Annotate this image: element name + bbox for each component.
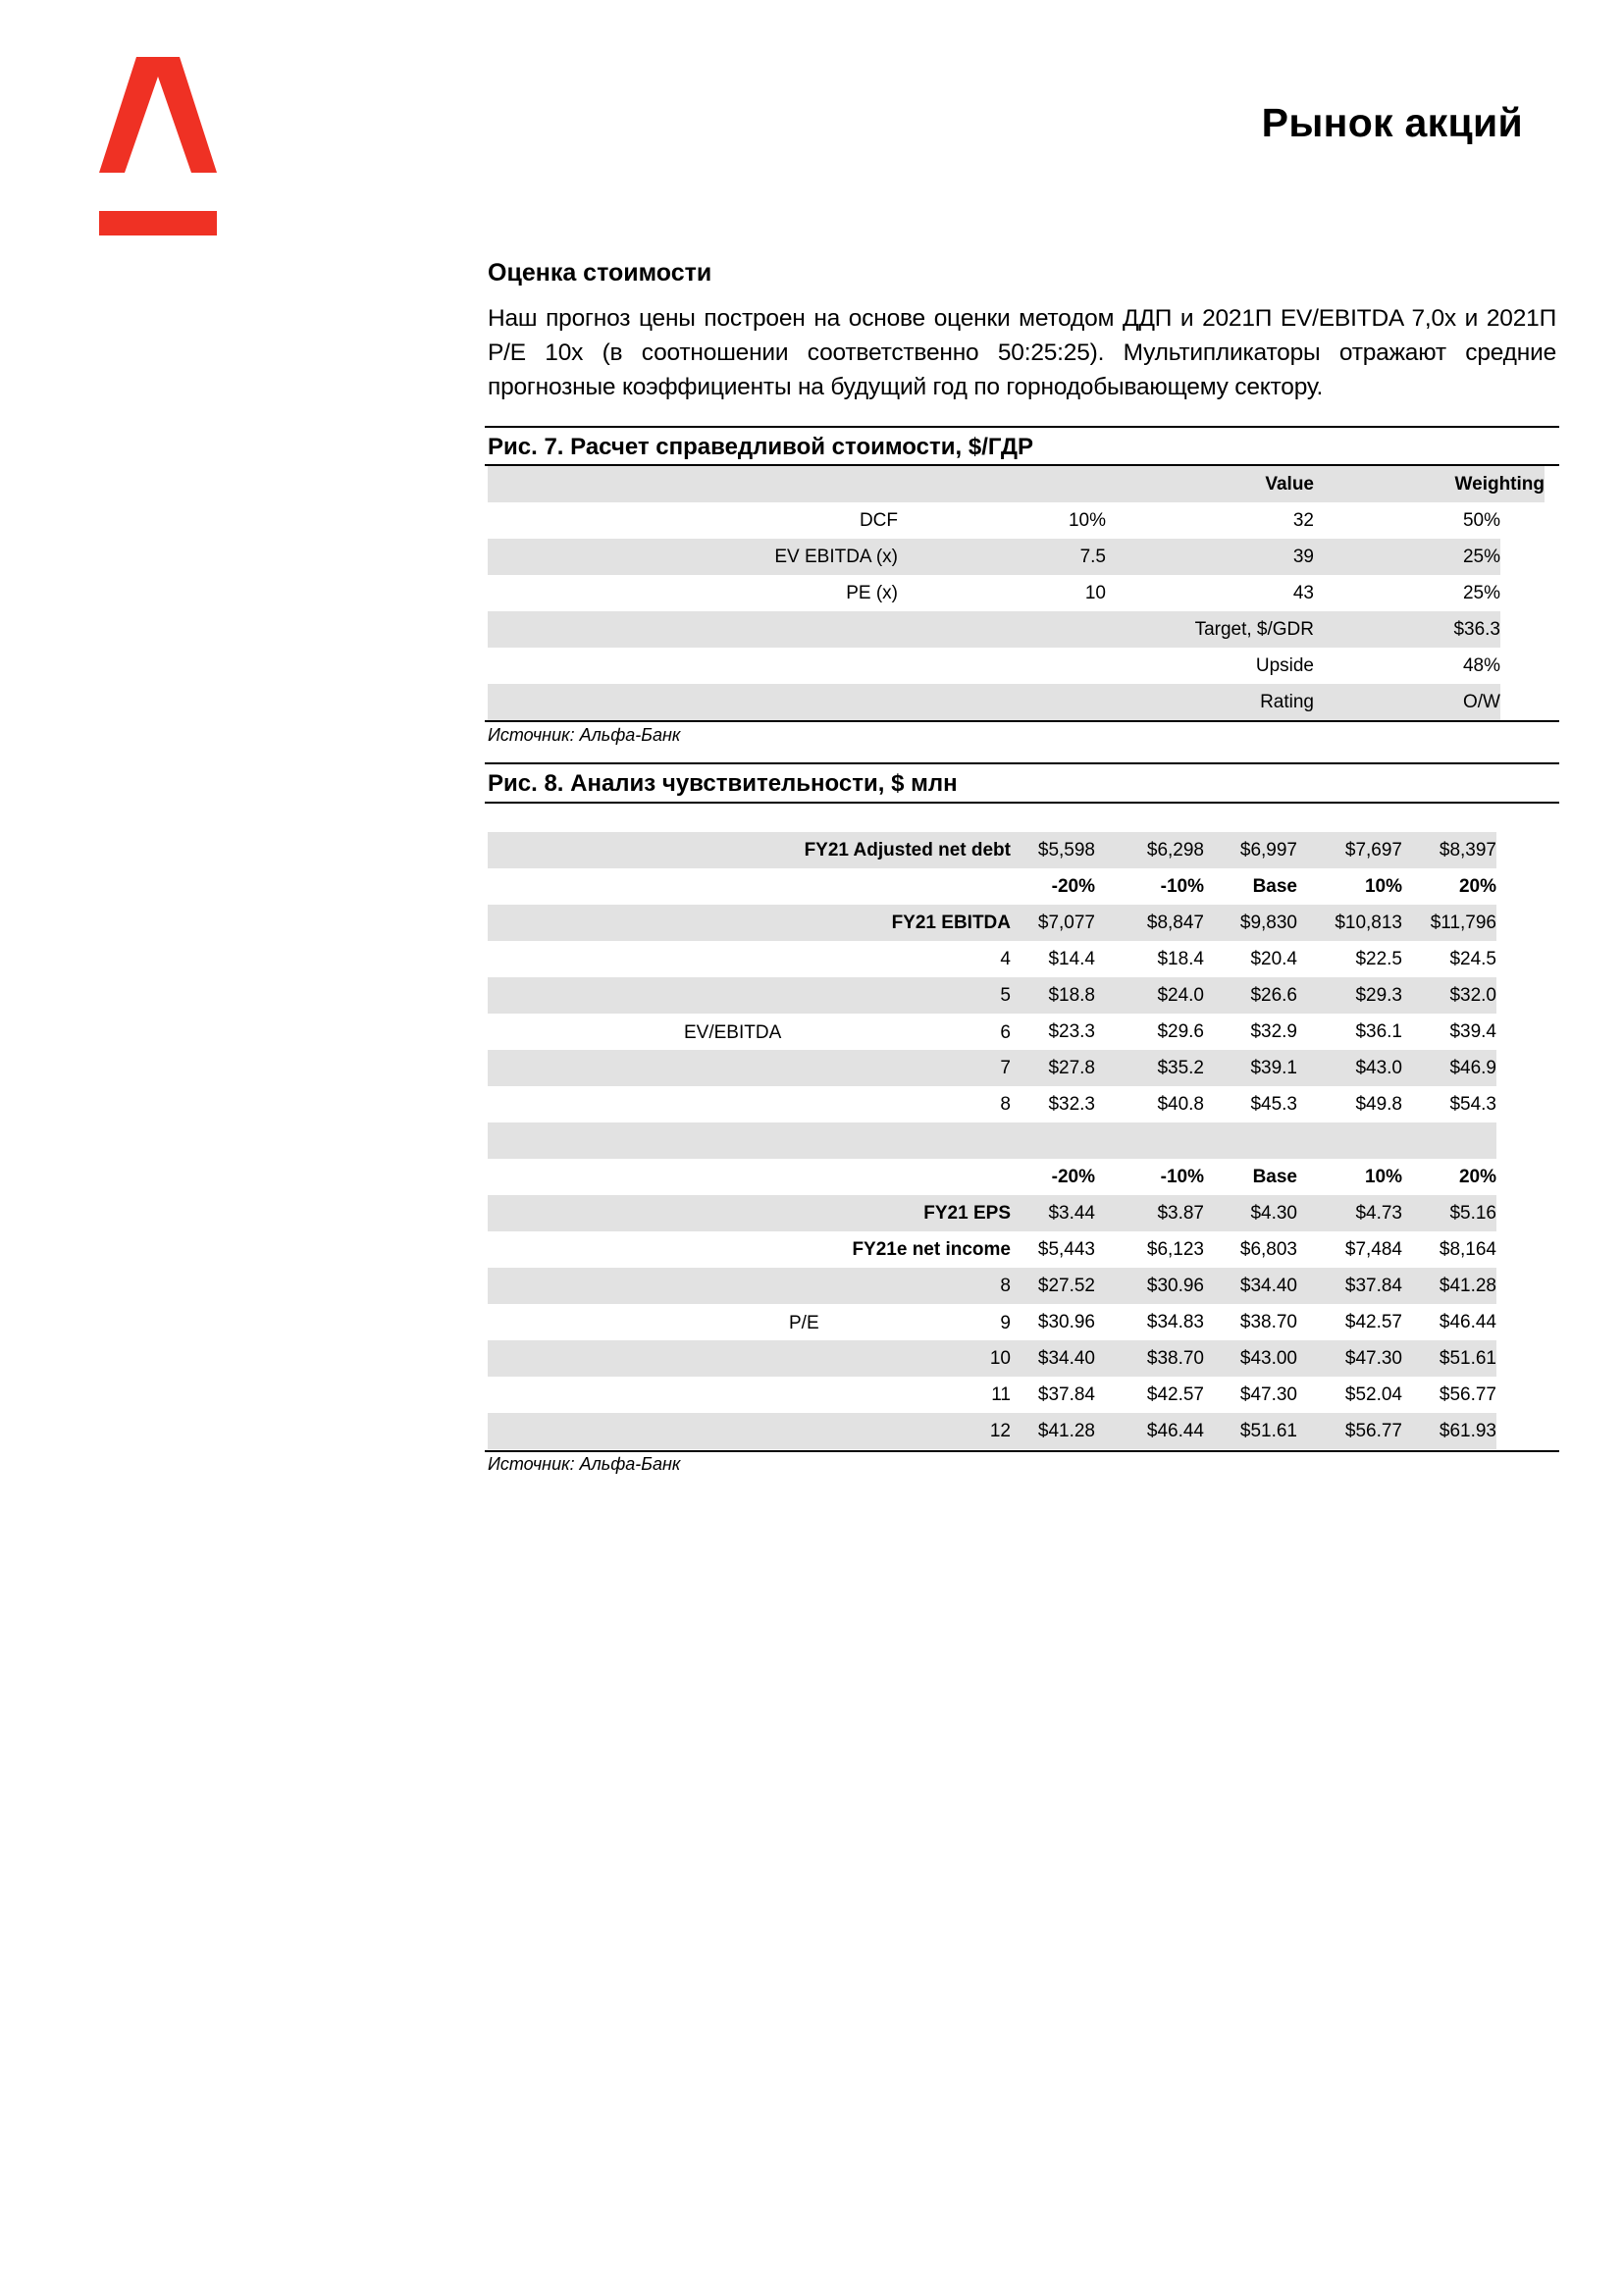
fig8-scenario: 10% [1364, 875, 1402, 897]
fig7-summary-value: O/W [1314, 684, 1500, 720]
fig7-row-value: 32 [1292, 509, 1314, 531]
fig8-scenario-row [488, 868, 1496, 905]
fig8-cell: $4.73 [1297, 1195, 1402, 1231]
fig8-cell: $43.0 [1297, 1050, 1402, 1086]
fig8-cell: $32.9 [1250, 1020, 1297, 1042]
fig8-netincome-label: FY21e net income [852, 1238, 1011, 1260]
fig8-cell: $22.5 [1355, 948, 1402, 969]
fig7-summary-label: Rating [1106, 684, 1314, 720]
fig8-multiple: 9 [1000, 1313, 1011, 1333]
fig8-ebitda-label: FY21 EBITDA [684, 905, 1011, 941]
fig8-cell: $54.3 [1449, 1093, 1496, 1115]
fig8-cell: $51.61 [1204, 1413, 1297, 1449]
fig8-cell: $7,077 [1011, 905, 1095, 941]
fig8-ebitda-row [488, 905, 1496, 941]
fig8-debt-row [488, 832, 1496, 868]
fig8-cell: $32.3 [1048, 1093, 1095, 1115]
fig8-bottom-rule [485, 1450, 1559, 1452]
fig8-multiple: 7 [684, 1050, 1011, 1086]
fig8-cell: $8,397 [1402, 832, 1496, 868]
fig8-cell: $14.4 [1048, 948, 1095, 969]
fig8-multiple: 12 [684, 1413, 1011, 1449]
fig8-cell: $39.4 [1449, 1020, 1496, 1042]
fig8-cell: $40.8 [1157, 1093, 1204, 1115]
fig7-header-value: Value [1106, 466, 1314, 502]
fig8-pe-row [488, 1377, 1496, 1413]
fig8-eps-row [488, 1195, 1496, 1231]
fig8-cell: $29.6 [1157, 1020, 1204, 1042]
fig8-cell: $29.3 [1297, 977, 1402, 1014]
fig8-multiple: 8 [1000, 1093, 1011, 1115]
fig8-multiple: 11 [991, 1383, 1011, 1405]
fig8-cell: $37.84 [1037, 1383, 1095, 1405]
fig8-cell: $6,298 [1095, 832, 1204, 868]
fig8-multiple: 8 [684, 1268, 1011, 1304]
fig8-cell: $11,796 [1402, 905, 1496, 941]
fig7-source: Источник: Альфа-Банк [488, 725, 681, 745]
fig8-scenario: -20% [1051, 1166, 1095, 1187]
fig7-row-weight: 25% [1462, 582, 1500, 603]
fig8-cell: $6,997 [1204, 832, 1297, 868]
fig8-cell: $30.96 [1037, 1311, 1095, 1332]
fig8-cell: $36.1 [1355, 1020, 1402, 1042]
fig7-row-label: EV EBITDA (x) [684, 539, 898, 575]
fig8-cell: $38.70 [1239, 1311, 1297, 1332]
intro-paragraph: Наш прогноз цены построен на основе оценки методом ДДП и 2021П EV/EBITDA 7,0x и 2021П P/E 10x (в соотношении соответственно 50:25:25). Мультипликаторы отражают средние прогнозные коэффициенты на будущий год по горнодобывающему сектору. [488, 305, 1556, 400]
fig7-row-weight: 25% [1314, 539, 1500, 575]
fig8-ev-row-inner [684, 1014, 1011, 1050]
fig8-spacer-row [488, 1122, 1496, 1159]
fig8-cell: $5,598 [1011, 832, 1095, 868]
fig8-cell: $5.16 [1402, 1195, 1496, 1231]
fig8-cell: $24.5 [1449, 948, 1496, 969]
fig8-cell: $41.28 [1402, 1268, 1496, 1304]
fig7-summary-row [488, 611, 1545, 648]
fig7-summary-value: $36.3 [1314, 611, 1500, 648]
fig8-cell: $37.84 [1297, 1268, 1402, 1304]
fig8-cell: $34.40 [1204, 1268, 1297, 1304]
fig8-cell: $51.61 [1402, 1340, 1496, 1377]
fig7-row-param: 7.5 [898, 539, 1106, 575]
fig7-table [488, 466, 1545, 720]
fig8-cell: $3.44 [1011, 1195, 1095, 1231]
fig7-row [488, 539, 1545, 575]
fig8-multiple: 4 [1000, 948, 1011, 969]
fig8-ev-row [488, 1086, 1496, 1122]
fig8-cell: $10,813 [1297, 905, 1402, 941]
logo-bar [99, 211, 217, 235]
fig8-cell: $18.4 [1157, 948, 1204, 969]
fig8-ev-row [488, 941, 1496, 977]
fig8-scenario: -10% [1160, 1166, 1204, 1187]
fig8-cell: $8,164 [1439, 1238, 1496, 1260]
fig7-header-weighting: Weighting [1314, 466, 1545, 502]
fig8-multiple: 6 [1000, 1022, 1011, 1043]
fig8-cell: $23.3 [1048, 1020, 1095, 1042]
fig8-cell: $47.30 [1239, 1383, 1297, 1405]
fig8-multiple: 5 [684, 977, 1011, 1014]
fig8-eps-label: FY21 EPS [684, 1195, 1011, 1231]
fig8-scenario: 20% [1458, 875, 1496, 897]
fig7-top-rule [485, 426, 1559, 428]
fig8-cell: $46.44 [1439, 1311, 1496, 1332]
fig8-cell: $7,697 [1297, 832, 1402, 868]
section-heading: Оценка стоимости [488, 259, 712, 287]
fig8-cell: $45.3 [1250, 1093, 1297, 1115]
fig8-cell: $43.00 [1204, 1340, 1297, 1377]
fig7-summary-label: Upside [1255, 654, 1314, 676]
fig8-cell: $18.8 [1011, 977, 1095, 1014]
fig7-summary-value: 48% [1462, 654, 1500, 676]
fig8-multiple: 10 [684, 1340, 1011, 1377]
fig8-ev-side-label: EV/EBITDA [684, 1022, 782, 1043]
fig8-pe-row-inner [684, 1304, 1011, 1340]
fig8-pe-side-label: P/E [789, 1313, 819, 1333]
fig8-cell: $4.30 [1204, 1195, 1297, 1231]
fig7-header-row [488, 466, 1545, 502]
fig8-top-rule [485, 762, 1559, 764]
fig8-cell: $46.44 [1095, 1413, 1204, 1449]
fig7-row-label: PE (x) [846, 582, 898, 603]
fig7-row-label: DCF [859, 509, 898, 531]
fig8-cell: $27.8 [1011, 1050, 1095, 1086]
fig8-title: Рис. 8. Анализ чувствительности, $ млн [488, 770, 958, 797]
fig8-scenario: -20% [1051, 875, 1095, 897]
fig8-cell: $26.6 [1204, 977, 1297, 1014]
fig8-cell: $38.70 [1095, 1340, 1204, 1377]
logo-letter-a [99, 57, 217, 173]
fig8-cell: $8,847 [1095, 905, 1204, 941]
fig7-row-value: 43 [1292, 582, 1314, 603]
page-title: Рынок акций [1261, 100, 1523, 145]
fig8-cell: $32.0 [1402, 977, 1496, 1014]
fig8-cell: $35.2 [1095, 1050, 1204, 1086]
fig7-summary-row [488, 684, 1545, 720]
fig8-cell: $30.96 [1095, 1268, 1204, 1304]
fig8-scenario: 20% [1458, 1166, 1496, 1187]
fig7-row-param: 10 [1084, 582, 1106, 603]
fig8-ev-row [488, 1050, 1496, 1086]
fig8-cell: $24.0 [1095, 977, 1204, 1014]
fig8-cell: $39.1 [1204, 1050, 1297, 1086]
fig8-scenario: -10% [1160, 875, 1204, 897]
fig7-bottom-rule [485, 720, 1559, 722]
fig8-cell: $61.93 [1402, 1413, 1496, 1449]
fig8-ev-row [488, 977, 1496, 1014]
fig8-cell: $27.52 [1011, 1268, 1095, 1304]
fig8-cell: $6,123 [1146, 1238, 1204, 1260]
fig8-cell: $7,484 [1344, 1238, 1402, 1260]
fig8-pe-row [488, 1304, 1496, 1340]
fig8-pe-row [488, 1340, 1496, 1377]
fig8-cell: $49.8 [1355, 1093, 1402, 1115]
fig8-cell: $42.57 [1344, 1311, 1402, 1332]
fig7-summary-label: Target, $/GDR [1106, 611, 1314, 648]
fig8-cell: $34.83 [1146, 1311, 1204, 1332]
fig8-pe-row [488, 1413, 1496, 1449]
fig8-title-rule [485, 802, 1559, 804]
fig8-cell: $52.04 [1344, 1383, 1402, 1405]
fig7-row-param: 10% [1068, 509, 1106, 531]
fig7-row [488, 575, 1545, 611]
fig8-cell: $56.77 [1439, 1383, 1496, 1405]
fig8-scenario-row [488, 1159, 1496, 1195]
fig8-cell: $5,443 [1037, 1238, 1095, 1260]
fig8-netincome-row [488, 1231, 1496, 1268]
fig8-cell: $56.77 [1297, 1413, 1402, 1449]
fig8-cell: $6,803 [1239, 1238, 1297, 1260]
alfa-bank-logo [99, 57, 217, 235]
fig8-cell: $20.4 [1250, 948, 1297, 969]
fig7-row-weight: 50% [1462, 509, 1500, 531]
fig8-cell: $46.9 [1402, 1050, 1496, 1086]
fig8-pe-row [488, 1268, 1496, 1304]
fig8-cell: $9,830 [1204, 905, 1297, 941]
fig7-title: Рис. 7. Расчет справедливой стоимости, $/ГДР [488, 434, 1033, 460]
fig8-scenario: Base [1252, 875, 1297, 897]
fig8-cell: $34.40 [1011, 1340, 1095, 1377]
fig8-scenario: 10% [1364, 1166, 1402, 1187]
fig8-scenario: Base [1252, 1166, 1297, 1187]
fig8-table [488, 832, 1496, 1449]
fig8-cell: $47.30 [1297, 1340, 1402, 1377]
fig8-cell: $42.57 [1146, 1383, 1204, 1405]
fig7-row-value: 39 [1106, 539, 1314, 575]
fig8-debt-label: FY21 Adjusted net debt [684, 832, 1011, 868]
fig8-cell: $41.28 [1011, 1413, 1095, 1449]
fig7-summary-row [488, 648, 1545, 684]
fig8-source: Источник: Альфа-Банк [488, 1454, 681, 1474]
fig8-cell: $3.87 [1095, 1195, 1204, 1231]
fig7-row [488, 502, 1545, 539]
fig8-ev-row [488, 1014, 1496, 1050]
